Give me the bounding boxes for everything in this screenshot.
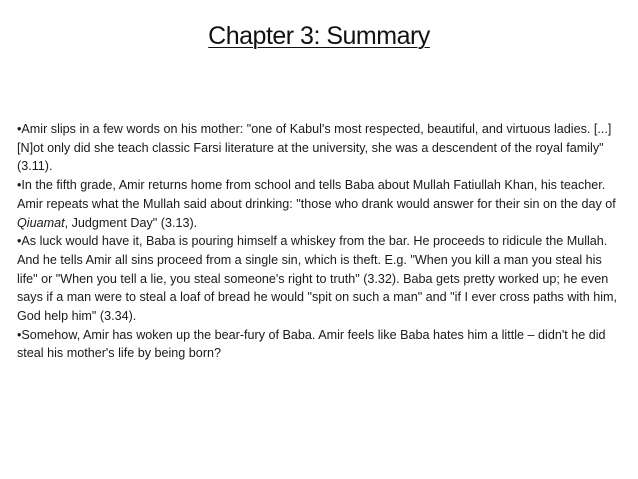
bullet-baba-whiskey: •As luck would have it, Baba is pouring himself a whiskey from the bar. He proceeds to ridicule the Mullah. And he tells Amir all sins proceed from a single sin, which is theft. E.g. "When you kill a man you steal his life" or "When you tell a lie, you steal someone's right to truth" (3.32). Baba gets pretty worked up; he even says if a man were to steal a loaf of bread he would "spit on such a man" and "if I ever cross paths with him, God help him" (3.34). (17, 234, 618, 324)
slide-title (0, 20, 638, 52)
slide-title-text: Chapter 3: Summary (208, 22, 430, 50)
bullet-fifth-grade (17, 176, 625, 232)
slide-body (17, 120, 625, 363)
bullet-bear-fury: •Somehow, Amir has woken up the bear-fury of Baba. Amir feels like Baba hates him a little – didn't he did steal his mother's life by being born? (17, 327, 606, 361)
bullet-fifth-grade-text: •In the fifth grade, Amir returns home from school and tells Baba about Mullah Fatiullah Khan, his teacher. Amir repeats what the Mullah said about drinking: "those who drank would answer for their sin on the day of (17, 178, 616, 211)
bullet-fifth-grade-tail: , Judgment Day" (3.13). (64, 215, 198, 230)
bullet-amir-mother: •Amir slips in a few words on his mother: "one of Kabul's most respected, beautiful, and virtuous ladies. [...] [N]ot only did she teach classic Farsi literature at the university, she was a descendent of the royal family" (3.11). (17, 122, 612, 174)
bullet-fifth-grade-italic: Qiuamat (17, 215, 65, 230)
